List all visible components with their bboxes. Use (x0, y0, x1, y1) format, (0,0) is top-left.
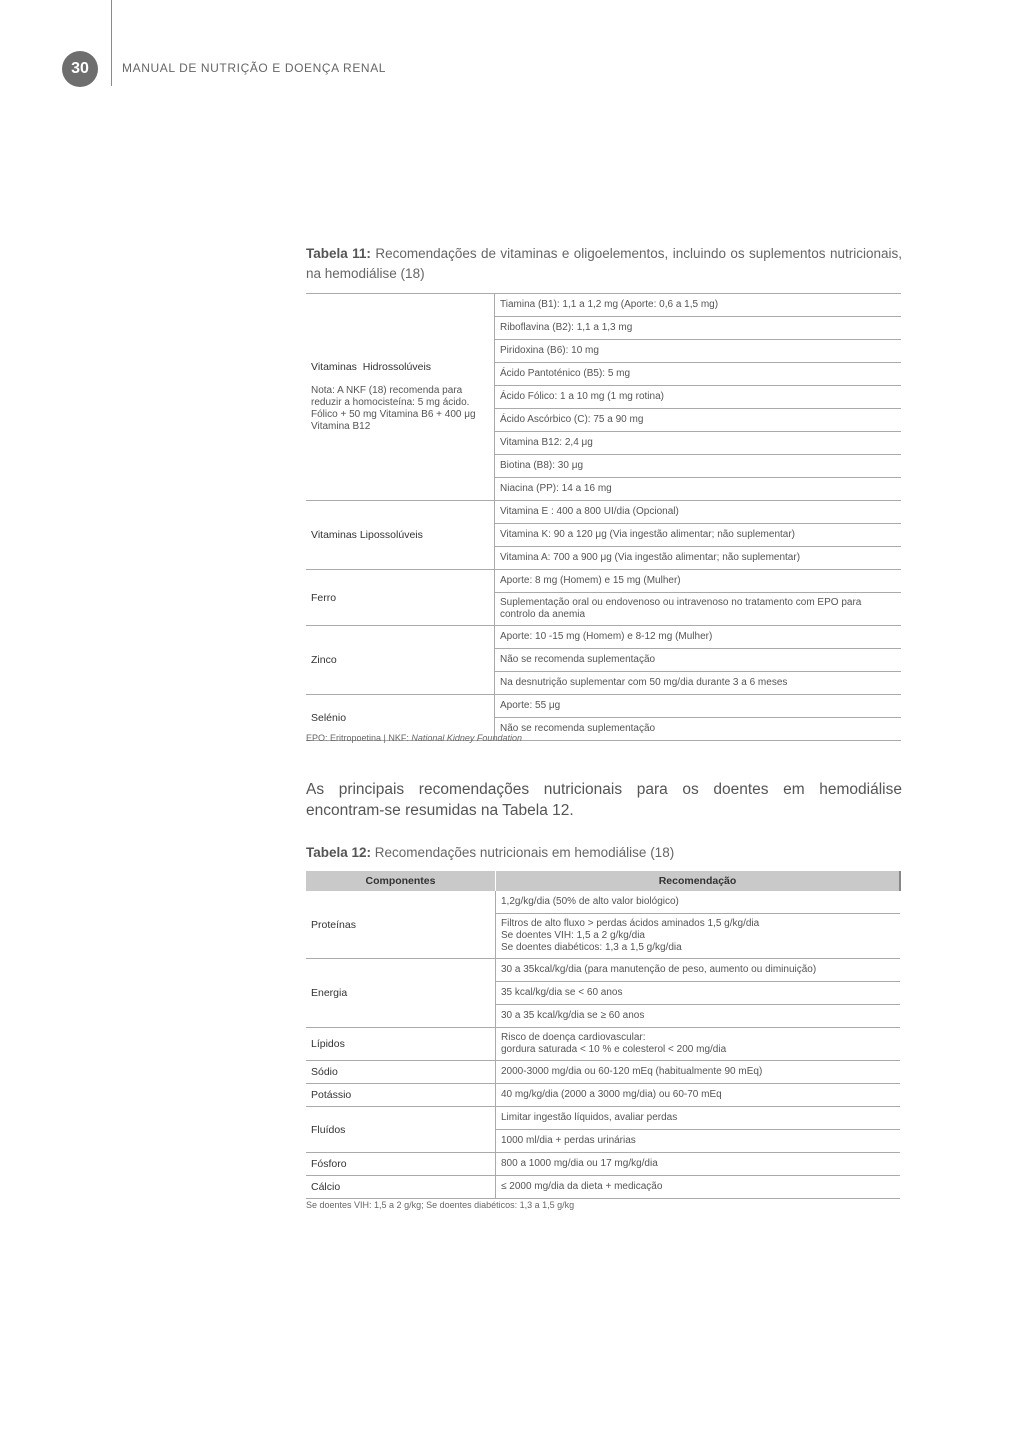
recommendation-cell: 1000 ml/dia + perdas urinárias (496, 1130, 901, 1153)
group-name: Vitaminas Hidrossolúveis (311, 361, 432, 373)
table11-footnote-italic: National Kidney Foundation (411, 733, 522, 743)
recommendation-cell: Niacina (PP): 14 a 16 mg (495, 478, 902, 501)
recommendation-cell: Na desnutrição suplementar com 50 mg/dia durante 3 a 6 meses (495, 672, 902, 695)
table12-caption (306, 843, 902, 863)
body-paragraph: As principais recomendações nutricionais para os doentes em hemodiálise encontram-se resumidas na Tabela 12. (306, 781, 902, 819)
recommendation-cell: 1,2g/kg/dia (50% de alto valor biológico) (496, 891, 901, 914)
running-header-title: MANUAL DE NUTRIÇÃO E DOENÇA RENAL (122, 61, 387, 75)
table-row (306, 570, 901, 593)
table12-header-recommendation: Recomendação (496, 871, 901, 891)
recommendation-cell: Aporte: 10 -15 mg (Homem) e 8-12 mg (Mulher) (495, 626, 902, 649)
row-group-label (306, 959, 496, 1028)
table11-footnote (306, 733, 522, 743)
table11-caption-label: Tabela 11: (306, 246, 371, 261)
row-group-label (306, 626, 495, 695)
recommendation-cell: Vitamina A: 700 a 900 μg (Via ingestão alimentar; não suplementar) (495, 547, 902, 570)
group-name: Zinco (311, 654, 337, 666)
table-row (306, 695, 901, 718)
recommendation-cell: 2000-3000 mg/dia ou 60-120 mEq (habitualmente 90 mEq) (496, 1061, 901, 1084)
recommendation-cell: 30 a 35 kcal/kg/dia se ≥ 60 anos (496, 1005, 901, 1028)
row-group-label (306, 294, 495, 501)
table-row (306, 1061, 900, 1084)
recommendation-cell: Não se recomenda suplementação (495, 718, 902, 741)
recommendation-cell: Não se recomenda suplementação (495, 649, 902, 672)
recommendation-cell: Ácido Pantoténico (B5): 5 mg (495, 363, 902, 386)
recommendation-cell: Ácido Fólico: 1 a 10 mg (1 mg rotina) (495, 386, 902, 409)
row-group-label (306, 1061, 496, 1084)
recommendation-cell: Riboflavina (B2): 1,1 a 1,3 mg (495, 317, 902, 340)
table12-header-row (306, 871, 900, 891)
group-name: Proteínas (311, 918, 356, 931)
table12-caption-text: Recomendações nutricionais em hemodiálise (18) (374, 845, 675, 860)
row-group-label (306, 1107, 496, 1153)
table-row (306, 294, 901, 317)
row-group-label (306, 501, 495, 570)
recommendation-cell: Biotina (B8): 30 μg (495, 455, 902, 478)
table-row (306, 1084, 900, 1107)
page-number-badge: 30 (62, 51, 98, 87)
recommendation-cell: 40 mg/kg/dia (2000 a 3000 mg/dia) ou 60-70 mEq (496, 1084, 901, 1107)
table-row (306, 1176, 900, 1199)
group-note: Nota: A NKF (18) recomenda para reduzir a homocisteína: 5 mg ácido. Fólico + 50 mg Vitamina B6 + 400 μg Vitamina B12 (311, 385, 476, 432)
recommendation-cell: Vitamina E : 400 a 800 UI/dia (Opcional) (495, 501, 902, 524)
group-name: Fluídos (311, 1123, 346, 1136)
row-group-label (306, 1176, 496, 1199)
row-group-label (306, 1153, 496, 1176)
recommendation-cell: Limitar ingestão líquidos, avaliar perdas (496, 1107, 901, 1130)
group-name: Energia (311, 987, 348, 999)
table-row (306, 891, 900, 914)
recommendation-cell: Risco de doença cardiovascular: gordura saturada < 10 % e colesterol < 200 mg/dia (496, 1028, 901, 1061)
group-name: Sódio (311, 1066, 338, 1078)
row-group-label (306, 570, 495, 626)
recommendation-cell: Piridoxina (B6): 10 mg (495, 340, 902, 363)
group-name: Ferro (311, 591, 337, 604)
recommendation-cell: Ácido Ascórbico (C): 75 a 90 mg (495, 409, 902, 432)
recommendation-cell: Vitamina K: 90 a 120 μg (Via ingestão alimentar; não suplementar) (495, 524, 902, 547)
table-row (306, 1107, 900, 1130)
table-row (306, 959, 900, 982)
table11-caption-text: Recomendações de vitaminas e oligoelementos, incluindo os suplementos nutricionais, na hemodiálise (18) (306, 246, 902, 281)
recommendation-cell: 35 kcal/kg/dia se < 60 anos (496, 982, 901, 1005)
row-group-label (306, 891, 496, 959)
recommendation-cell: Vitamina B12: 2,4 μg (495, 432, 902, 455)
recommendation-cell: ≤ 2000 mg/dia da dieta + medicação (496, 1176, 901, 1199)
recommendation-cell: 30 a 35kcal/kg/dia (para manutenção de peso, aumento ou diminuição) (496, 959, 901, 982)
group-name: Selénio (311, 711, 347, 724)
recommendation-cell: Tiamina (B1): 1,1 a 1,2 mg (Aporte: 0,6 a 1,5 mg) (495, 294, 902, 317)
group-name: Vitaminas Lipossolúveis (311, 529, 423, 541)
recommendation-cell: Aporte: 8 mg (Homem) e 15 mg (Mulher) (495, 570, 902, 593)
table-row (306, 501, 901, 524)
table12-nutrition (306, 871, 901, 1199)
group-name: Potássio (311, 1089, 352, 1101)
table11-caption (306, 244, 902, 284)
group-name: Fósforo (311, 1158, 347, 1170)
group-name: Cálcio (311, 1181, 341, 1193)
header-divider (111, 0, 112, 86)
table12-caption-label: Tabela 12: (306, 845, 372, 860)
recommendation-cell: Filtros de alto fluxo > perdas ácidos aminados 1,5 g/kg/dia Se doentes VIH: 1,5 a 2 g/kg/dia Se doentes diabéticos: 1,3 a 1,5 g/kg/dia (496, 914, 901, 959)
row-group-label (306, 1028, 496, 1061)
group-name: Lípidos (311, 1038, 345, 1050)
row-group-label (306, 1084, 496, 1107)
table-row (306, 1153, 900, 1176)
table11-footnote-text: EPO: Eritropoetina | NKF: (306, 733, 412, 743)
table12-header-components: Componentes (306, 871, 496, 891)
table-row (306, 626, 901, 649)
recommendation-cell: 800 a 1000 mg/dia ou 17 mg/kg/dia (496, 1153, 901, 1176)
table11-vitamins (306, 293, 901, 741)
table-row (306, 1028, 900, 1061)
recommendation-cell: Suplementação oral ou endovenoso ou intravenoso no tratamento com EPO para controlo da anemia (495, 593, 902, 626)
table12-footnote: Se doentes VIH: 1,5 a 2 g/kg; Se doentes diabéticos: 1,3 a 1,5 g/kg (306, 1200, 575, 1210)
recommendation-cell: Aporte: 55 μg (495, 695, 902, 718)
